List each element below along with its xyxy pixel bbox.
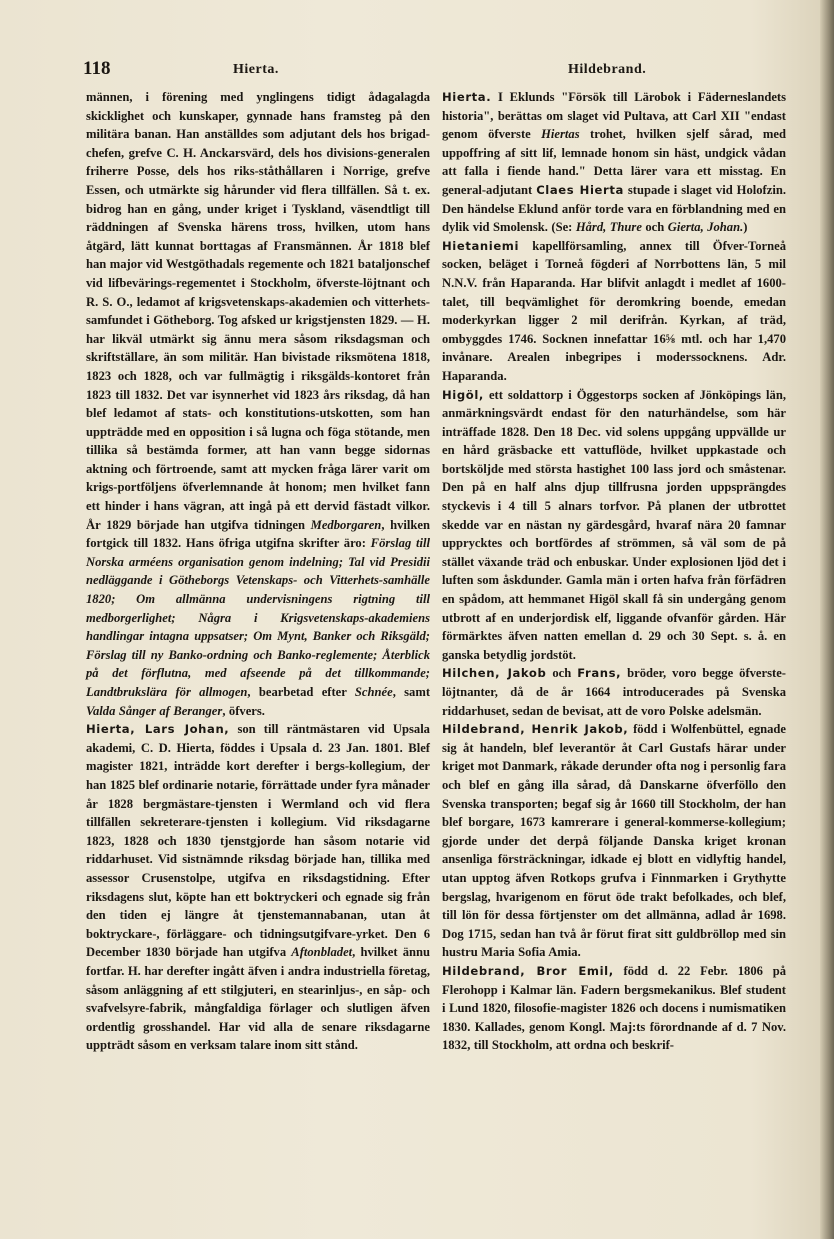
entry-hierta-lars-johan — [86, 720, 430, 1055]
entry-text: I Eklunds "Försök till Lärobok i Fäderneslandets historia", berättas om slaget vid Pultava, att Carl XII "endast genom öfverste — [442, 90, 787, 142]
person-name: Claes Hierta — [536, 182, 624, 197]
entry-hierta — [442, 88, 786, 237]
entry-text: stupade i slaget vid Holofzin. Den händelse Eklund anför torde vara en förblandning med en dylik vid Smolensk. (Se: — [442, 182, 786, 235]
entry-text: son till räntmästaren vid Upsala akademi, C. D. Hierta, föddes i Upsala d. 23 Jan. 1801. Blef magister 1821, inträdde kort derefter i bergs-kollegium, der han 1825 blef ordinarie notarie, förrättade under fyra månader år 1828 bergmästare-tjensten i Wermland och vid flera tillfällen sekreterare-tjensten i kollegium. Vid riksdagarne 1823, 1828 och 1830 tjenstgjorde han såsom notarie vid riddarhuset. Vid sistnämnde riksdag började han, tillika med assessor Crusenstolpe, utgifva en riksdagstidning. Efter riksdagens slut, köpte han ett boktryckeri och egnade sig från den tiden ej längre åt tjenstemannabanan, utan åt boktryckare-, förläggare- och tidningsutgifvare-yrket. Den 6 December 1830 började han utgifva — [86, 722, 430, 960]
entry-headword: Hierta. — [442, 90, 492, 104]
entry-text: trohet, hvilken sjelf sårad, med uppoffring af sitt lif, lemnade honom sin häst, undgick vådan att falla i fiende hand." Detta lärer vara ett misstag. En general-adjutant — [442, 127, 787, 197]
entry-hierta-continued — [86, 88, 430, 720]
author-name: Schnée — [354, 685, 393, 699]
entry-text: och — [645, 220, 665, 235]
entry-text: , öfvers. — [222, 703, 265, 718]
running-head-right: Hildebrand. — [568, 62, 647, 77]
entry-text: , hvilken fortgick till 1832. Hans öfriga utgifna skrifter äro: — [86, 517, 430, 551]
page-edge-shadow — [820, 0, 834, 1239]
entry-text: bröder, voro begge öfverste-löjtnanter, då de år 1664 introducerades på Svenska riddarhuset, sedan de bevisat, att de voro Polske adelsmän. — [442, 666, 786, 718]
entry-hildebrand-henrik-jakob — [442, 720, 786, 962]
cross-reference: Hård, Thure — [575, 220, 642, 235]
entry-headword: Hierta, Lars Johan, — [86, 722, 230, 737]
entry-text: och — [552, 666, 572, 681]
work-title: Aftonbladet — [291, 945, 353, 960]
running-head-left: Hierta. — [233, 62, 279, 77]
work-title: Medborgaren — [310, 517, 382, 532]
entry-text: , hvilket ännu fortfar. H. har derefter ingått äfven i andra industriella företag, såsom anläggning af ett stilgjuteri, en stearinljus-, en såp- och svafvelsyre-fabrik, mångfaldiga förlager och slutligen äfven ordentlig grosshandel. Har vid alla de senare riksdagarne uppträdt såsom en verksam talare inom sitt stånd. — [86, 945, 431, 1053]
entry-headword: Higöl, — [442, 387, 484, 402]
entry-headword: Hietaniemi — [442, 238, 520, 253]
cross-reference: Gierta, Johan. — [667, 220, 744, 235]
entry-text: männen, i förening med ynglingens tidigt ådagalagda skicklighet och kunskaper, gynnade hans framsteg på den militära banan. Han anställdes som adjutant dels hos brigad-chefen, grefve C. H. Anckarsvärd, dels hos divisions-generalen friherre Posse, dels hos riks-ståthållaren i Norrige, grefve Essen, och utmärkte sig hårunder vid flera tillfällen. Så t. ex. bidrog han en gång, under kriget i Tyskland, väsendtligt till räddningen af Svenska härens tross, hvilken, utom hans åtgärd, lätt kunnat borttagas af Fransmännen. År 1818 blef han major vid Westgöthadals regemente och 1821 bataljonschef vid lifbevärings-regementet i Stockholm, öfverste-löjtnant och R. S. O., ledamot af krigsvetenskaps-akademien och vitterhets-samfundet i Götheborg. Tog afsked ur krigstjensten 1829. — H. har likväl utmärkt sig ännu mera såsom riksdagsman och skriftställare, än som militär. Han bivistade riksmötena 1818, 1823 och 1828, och var fullmägtig i riksgälds-kontoret från 1823 till 1832. Det var isynnerhet vid 1823 års riksdag, då han blef ledamot af stats- och konstitutions-utskotten, som han uppträdde med en opposition i så lugna och föga stötande, men tillika så bestämda former, att han vann begge sidornas aktning och förtroende, samt att mycken fråga lärer varit om krigs-portföljens öfverlemnande åt honom; men hvilket fann ett hinder i hans vägran, att ingå på ett dervid fästadt vilkor. År 1829 började han utgifva tidningen — [86, 90, 430, 532]
entry-text: född d. 22 Febr. 1806 på Flerohopp i Kalmar län. Fadern bergsmekanikus. Blef student i Lund 1820, filosofie-magister 1826 och docens i numismatiken 1830. Kallades, genom Kongl. Maj:ts förordnande af d. 7 Nov. 1832, till Stockholm, att ordna och beskrif- — [442, 963, 786, 1053]
left-column — [86, 88, 430, 1055]
emphasis: Hiertas — [541, 127, 580, 142]
entry-hilchen — [442, 664, 786, 720]
running-header — [83, 58, 747, 82]
page-number: 118 — [83, 58, 111, 79]
entry-headword: Frans, — [577, 666, 622, 681]
entry-text: född i Wolfenbüttel, egnade sig åt handeln, blef leverantör åt Carl Gustafs härar under kriget mot Danmark, råkade derunder ofta nog i personlig fara och blef en gång illa sårad, då Danskarne öfverföllo den Svenska transporten; begaf sig år 1660 till Stockholm, der han blef borgare, 1673 kamrerare i general-kommerse-kollegium; gjorde under det derpå följande Danska kriget kronan ansenliga försträckningar, idkade ej blott en vidlyftig handel, utan upptog äfven Rotkops grufva i Finnmarken i Grythytte bergslag, hvarigenom en förut öde trakt befolkades, och blef, till lön för dessa förtjenster om det allmänna, adlad år 1698. Dog 1715, sedan han två år förut firat sitt guldbröllop med sin hustru Maria Sofia Amia. — [442, 722, 787, 960]
entry-higol — [442, 386, 786, 665]
entry-text: ett soldattorp i Öggestorps socken af Jönköpings län, anmärkningsvärdt endast för den naturhändelse, som här inträffade 1828. Den 18 Dec. vid solens uppgång uppvällde ur en hård gräsbacke ett vattuflöde, hvilket uppkastade och bortsköljde med största hastighet 100 lass jord och småstenar. Den på en half alns djup tillfrusna jorden uppsprängdes styckevis i 4 till 5 alnars torfvor. På planen der utbrottet skedde var en nästan ny gärdesgård, hvaraf nära 20 famnar upprycktes och bortfördes af strömmen, så väl som de på stället växande träd och enbuskar. Under explosionen ljöd det i luften som åskdunder. Gamla män i orten hafva från förfädren en spådom, att hemmanet Higöl skall få sin undergång genom utbrott af en underjordisk elf, liggande ofvanför gården. Här förmärktes äfven natten emellan d. 29 och 30 Sept. s. å. en ganska betydlig jordstöt. — [442, 387, 787, 662]
entry-hietaniemi — [442, 237, 786, 386]
entry-text: ) — [743, 220, 748, 235]
entry-hildebrand-bror-emil — [442, 962, 786, 1055]
entry-headword: Hildebrand, Bror Emil, — [442, 963, 614, 978]
entry-text: , samt — [392, 685, 431, 699]
right-column — [442, 88, 786, 1055]
works-list: Förslag till Norska arméens organisation genom indelning; Tal vid Presidii nedläggande i Götheborgs Vetenskaps- och Vitterhets-samhälle 1820; Om allmänna undervisningens rigtning till medborgerlighet; Några i Krigsvetenskaps-akademiens handlingar intagna uppsatser; Om Mynt, Banker och Riksgäld; Förslag till ny Banko-ordning och Banko-reglemente; Återblick på det förflutna, med afseende på det tillkommande; Landtbrukslära för allmogen — [86, 536, 430, 699]
entry-text: kapellförsamling, annex till Öfver-Torneå socken, beläget i Torneå fögderi af Norrbottens län, 5 mil N.N.V. från Haparanda. Har blifvit anlagdt i medlet af 1600-talet, till beqvämlighet för deromkring boende, emedan moderkyrkan ligger 2 mil derifrån. Kyrkan, af träd, ombyggdes 1746. Socknen innefattar 16⅝ mtl. och har 1,470 invånare. Arealen inbegripes i moderssocknens. Adr. Haparanda. — [442, 238, 786, 383]
entry-headword: Hilchen, Jakob — [442, 666, 547, 681]
work-title: Valda Sånger af Beranger — [86, 703, 223, 718]
entry-text: , bearbetad efter — [247, 685, 347, 699]
entry-headword: Hildebrand, Henrik Jakob, — [442, 722, 629, 737]
